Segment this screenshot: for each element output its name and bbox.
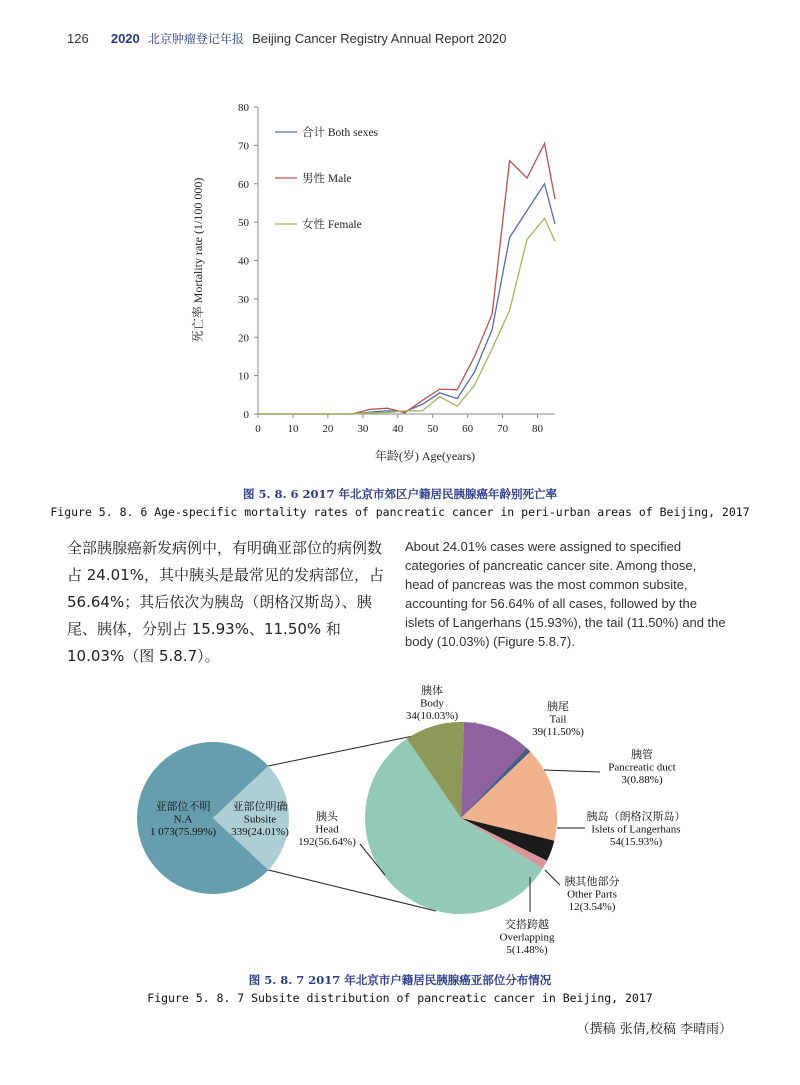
y-tick-label: 40 (238, 255, 249, 268)
pie-label-2: 胰管 Pancreatic duct 3(0.88%) (608, 749, 676, 786)
running-header (67, 30, 506, 47)
pie-label-0: 胰体 Body 34(10.03%) (405, 685, 459, 722)
pie-label-na: 亚部位不明 N.A 1 073(75.99%) (150, 801, 216, 838)
report-year: 2020 (110, 31, 140, 46)
pie-label-6: 胰头 Head 192(56.64%) (298, 811, 356, 848)
caption-en: Figure 5. 8. 6 Age-specific mortality rates of pancreatic cancer in peri-urban areas of Beijing, 2017 (50, 505, 750, 519)
x-tick-label: 70 (497, 423, 509, 435)
pie-label-subsite: 亚部位明确 Subsite 339(24.01%) (231, 801, 289, 838)
caption-en: Figure 5. 8. 7 Subsite distribution of pancreatic cancer in Beijing, 2017 (147, 991, 653, 1005)
chart-legend (275, 125, 379, 231)
y-tick-label: 30 (238, 293, 249, 306)
caption-cn: 图 5. 8. 7 2017 年北京市户籍居民胰腺癌亚部位分布情况 (248, 973, 552, 987)
x-tick-label: 20 (322, 423, 334, 435)
paragraph-cn: 全部胰腺癌新发病例中，有明确亚部位的病例数占 24.01%，其中胰头是最常见的发病部位，占 56.64%；其后依次为胰岛（朗格汉斯岛）、胰尾、胰体，分别占 15.93%、11.50% 和 10.03%（图 5.8.7）。 (67, 539, 384, 665)
page-number: 126 (67, 31, 89, 46)
legend-label: 女性 Female (302, 219, 362, 231)
pie-label-3: 胰岛（朗格汉斯岛） Islets of Langerhans 54(15.93%) (586, 811, 686, 848)
mortality-line-chart (180, 95, 600, 470)
leader-line (545, 870, 560, 885)
y-axis-label: 死亡率 Mortality rate (1/100 000) (191, 177, 205, 343)
y-tick-label: 80 (238, 102, 249, 114)
y-tick-label: 70 (238, 140, 249, 153)
chart-axes (254, 107, 555, 418)
pie-label-1: 胰尾 Tail 39(11.50%) (532, 701, 584, 738)
x-tick-label: 60 (462, 423, 474, 435)
x-tick-label: 30 (357, 423, 369, 435)
y-tick-label: 50 (238, 217, 249, 230)
x-tick-label: 40 (392, 423, 404, 435)
x-tick-label: 0 (255, 423, 261, 435)
y-tick-label: 20 (238, 332, 249, 345)
report-title-en: Beijing Cancer Registry Annual Report 2020 (252, 31, 507, 46)
author-credit: （撰稿 张倩,校稿 李晴雨） (576, 1022, 732, 1037)
x-tick-label: 50 (427, 423, 439, 435)
x-tick-label: 10 (287, 423, 299, 435)
legend-label: 合计 Both sexes (302, 127, 379, 139)
series-line-2 (258, 218, 555, 414)
figure-5-8-7-caption (0, 972, 800, 1005)
y-tick-label: 0 (243, 409, 249, 421)
subsite-pie-chart (0, 680, 800, 970)
y-tick-label: 60 (238, 178, 249, 191)
pie-label-5: 交搭跨越 Overlapping 5(1.48%) (499, 919, 555, 956)
leader-line (544, 770, 600, 772)
paragraph-en: About 24.01% cases were assigned to specified categories of pancreatic cancer site. Among those, head of pancreas was the most common subsite, accounting for 56.64% of all cases, followed by the islets of Langerhans (15.93%), the tail (11.50%) and the body (10.03%) (Figure 5.8.7). (405, 539, 726, 649)
report-title-cn: 北京肿瘤登记年报 (147, 32, 244, 46)
x-tick-label: 80 (532, 423, 544, 435)
pie-label-4: 胰其他部分 Other Parts 12(3.54%) (564, 876, 620, 913)
y-tick-label: 10 (238, 370, 249, 383)
legend-label: 男性 Male (302, 173, 352, 185)
x-axis-label: 年龄(岁) Age(years) (374, 449, 476, 463)
figure-5-8-6-caption (0, 486, 800, 519)
caption-cn: 图 5. 8. 6 2017 年北京市郊区户籍居民胰腺癌年龄别死亡率 (242, 487, 558, 501)
right-pie (365, 722, 557, 914)
